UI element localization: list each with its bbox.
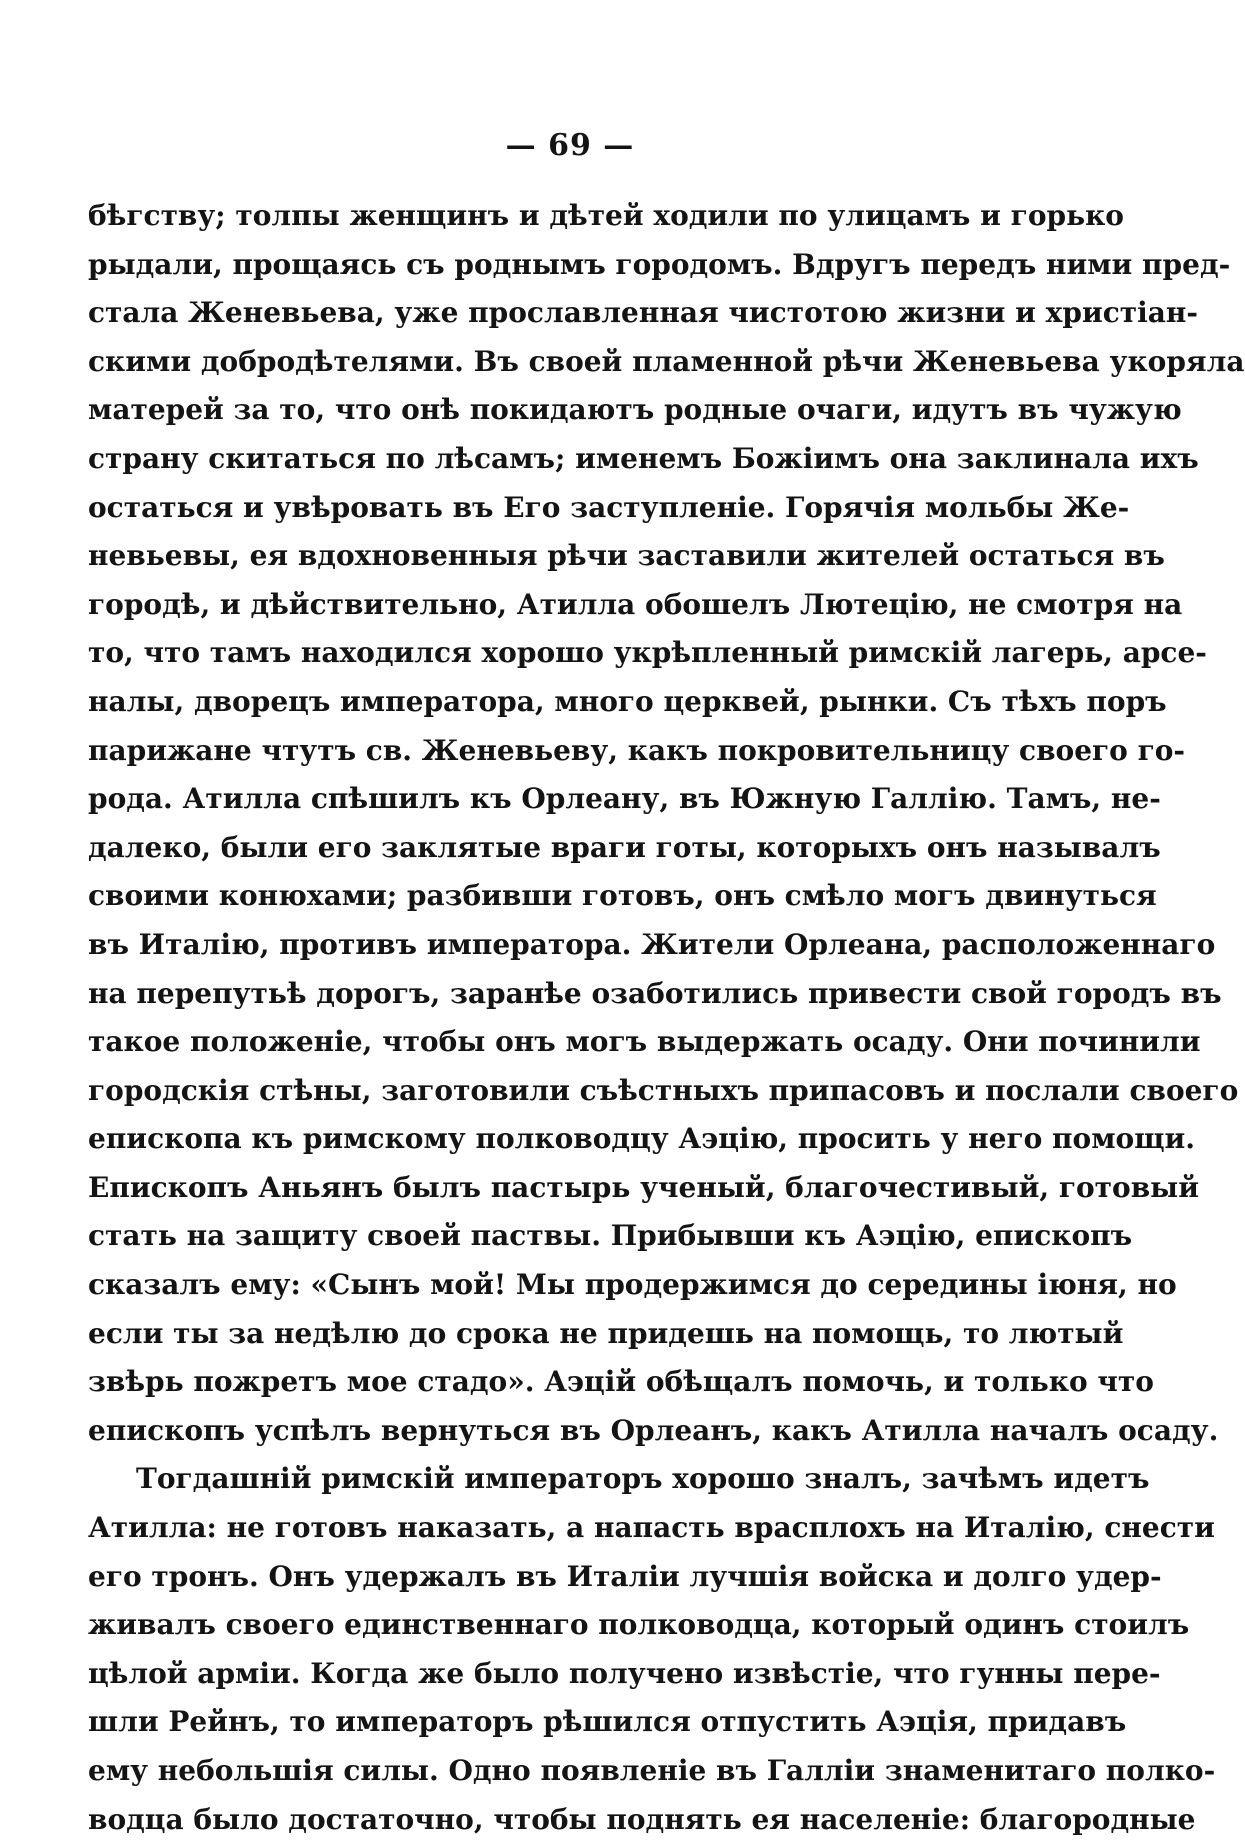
text-line: въ Италію, противъ императора. Жители Орлеана, расположеннаго [88,927,1216,961]
text-line: рыдали, прощаясь съ роднымъ городомъ. Вдругъ передъ ними пред- [88,247,1231,281]
text-line: рода. Атилла спѣшилъ къ Орлеану, въ Южную Галлію. Тамъ, не- [88,782,1161,816]
text-line: сказалъ ему: «Сынъ мой! Мы продержимся до середины іюня, но [88,1268,1177,1302]
text-line: остаться и увѣровать въ Его заступленіе. Горячія мольбы Же- [88,490,1130,524]
text-line: скими добродѣтелями. Въ своей пламенной рѣчи Женевьева укоряла [88,344,1245,378]
paragraph-end-line: епископъ успѣлъ вернуться въ Орлеанъ, какъ Атилла началъ осаду. [88,1413,1219,1447]
text-line: городѣ, и дѣйствительно, Атилла обошелъ Лютецію, не смотря на [88,587,1183,621]
text-line: невьевы, ея вдохновенныя рѣчи заставили жителей остаться въ [88,539,1165,573]
text-line: епископа къ римскому полководцу Аэцію, просить у него помощи. [88,1122,1196,1156]
text-line: Атилла: не готовъ наказать, а напасть врасплохъ на Италію, снести [88,1511,1215,1545]
text-line: матерей за то, что онѣ покидаютъ родные очаги, идутъ въ чужую [88,393,1182,427]
text-line: его тронъ. Онъ удержалъ въ Италіи лучшія войска и долго удер- [88,1559,1162,1593]
text-line: налы, дворецъ императора, много церквей, рынки. Съ тѣхъ поръ [88,684,1167,718]
text-line: звѣрь пожретъ мое стадо». Аэцій обѣщалъ помочь, и только что [88,1365,1154,1399]
text-line: своими конюхами; разбивши готовъ, онъ смѣло могъ двинуться [88,879,1157,913]
text-line: водца было достаточно, чтобы поднять ея населеніе: благородные [88,1802,1196,1836]
text-line: на перепутьѣ дорогъ, заранѣе озаботились привести свой городъ въ [88,976,1222,1010]
text-line: стала Женевьева, уже прославленная чистотою жизни и христіан- [88,296,1199,330]
text-line: шли Рейнъ, то императоръ рѣшился отпустить Аэція, придавъ [88,1705,1127,1739]
text-line: Епископъ Аньянъ былъ пастырь ученый, благочестивый, готовый [88,1170,1199,1204]
text-line: то, что тамъ находился хорошо укрѣпленный римскій лагерь, арсе- [88,636,1207,670]
text-line: такое положеніе, чтобы онъ могъ выдержать осаду. Они починили [88,1025,1201,1059]
text-line: городскія стѣны, заготовили съѣстныхъ припасовъ и послали своего [88,1073,1239,1107]
text-line: стать на защиту своей паствы. Прибывши къ Аэцію, епископъ [88,1219,1133,1253]
text-line: бѣгству; толпы женщинъ и дѣтей ходили по улицамъ и горько [88,199,1124,232]
page-number: — 69 — [505,128,635,163]
text-line: страну скитаться по лѣсамъ; именемъ Божіимъ она заклинала ихъ [88,441,1199,475]
text-line: далеко, были его заклятые враги готы, которыхъ онъ называлъ [88,830,1161,864]
text-line: ему небольшія силы. Одно появленіе въ Галліи знаменитаго полко- [88,1754,1216,1787]
text-line: живалъ своего единственнаго полководца, который одинъ стоилъ [88,1608,1190,1642]
paragraph-start-line: Тогдашній римскій императоръ хорошо зналъ, зачѣмъ идетъ [136,1462,1150,1496]
text-line: парижане чтутъ св. Женевьеву, какъ покровительницу своего го- [88,733,1186,767]
text-line: цѣлой арміи. Когда же было получено извѣстіе, что гунны пере- [88,1656,1161,1690]
body-text [88,192,1245,1844]
text-line: если ты за недѣлю до срока не придешь на помощь, то лютый [88,1316,1124,1350]
